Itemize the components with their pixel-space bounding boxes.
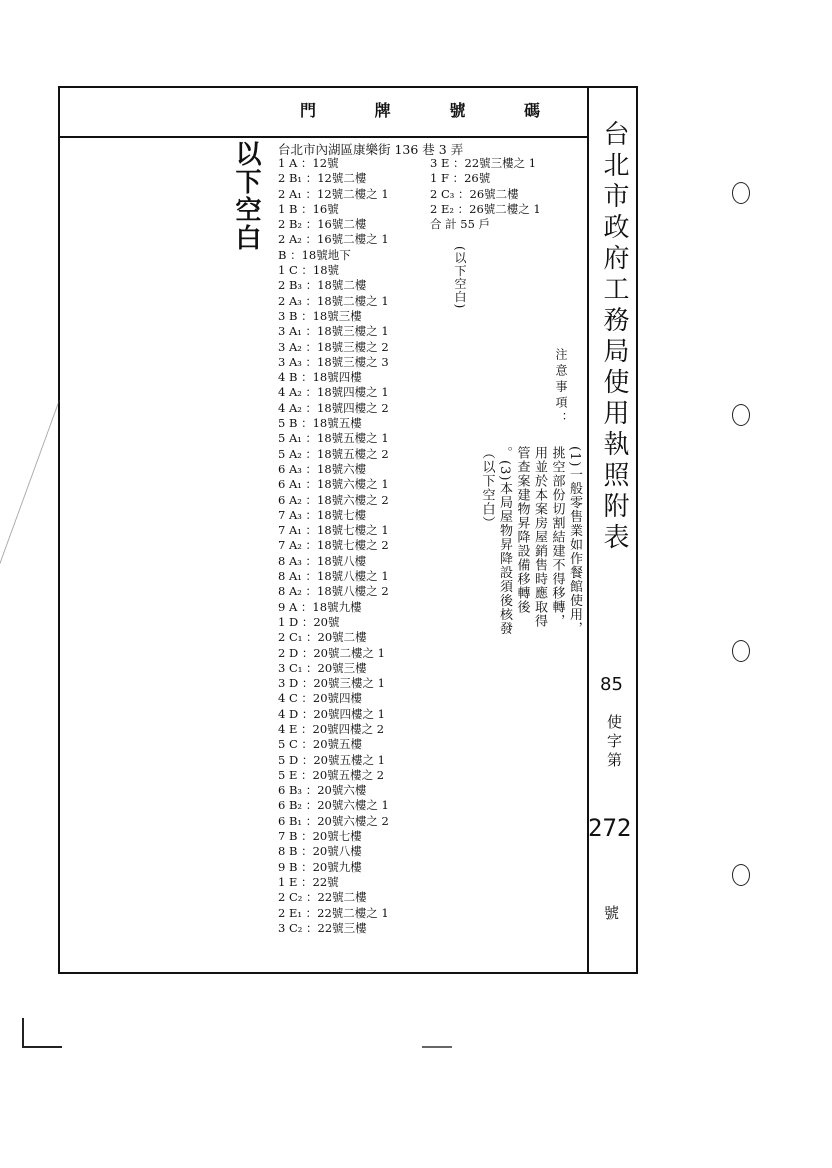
unit-row: 4 B ：18號四樓 [278,370,362,385]
unit-row: 5 D ：20號五樓之 1 [278,752,385,767]
unit-row: 5 B ：18號五樓 [278,416,362,431]
unit-row: 1 F ：26號 [430,171,491,186]
unit-row: 合 計 55 戶 [430,217,491,232]
unit-row: 2 B₂ ：16號二樓 [278,217,367,232]
column-2-blank-mark: (以下空白) [453,246,467,310]
notes-title: 注意事項： [554,348,568,428]
unit-row: 8 B ：20號八樓 [278,844,362,859]
unit-row: 2 A₁ ：12號二樓之 1 [278,186,389,201]
license-type: 使字第 [605,714,623,771]
license-number: 272 [588,814,632,842]
license-suffix: 號 [604,904,620,922]
unit-row: 1 D ：20號 [278,614,340,629]
punch-hole [732,404,750,426]
unit-row: 5 C ：20號五樓 [278,737,363,752]
scan-edge [22,1046,792,1048]
unit-row: 3 B ：18號三樓 [278,308,362,323]
handwritten-note: 以下空白 [231,140,261,252]
unit-row: 6 A₃ ：18號六樓 [278,461,367,476]
note-item [0,0,1,1]
unit-row: 3 D ：20號三樓之 1 [278,676,385,691]
note-line: 用並於本案房屋銷售時應取得 [532,446,547,628]
address-line: 台北市內湖區康樂街 136 巷 3 弄 [278,142,464,157]
unit-row: 5 A₂ ：18號五樓之 2 [278,446,389,461]
header-divider [58,136,588,138]
unit-row: 7 A₁ ：18號七樓之 1 [278,523,389,538]
unit-row: 6 B₃ ：20號六樓 [278,783,367,798]
unit-row: 6 B₁ ：20號六樓之 2 [278,813,389,828]
license-year: 85 [600,674,623,695]
unit-row: 2 E₂ ：26號二樓之 1 [430,201,541,216]
notes-body [478,446,583,966]
note-line: （以下空白） [479,446,495,530]
unit-row: 2 A₃ ：18號二樓之 1 [278,293,389,308]
unit-row: 4 C ：20號四樓 [278,691,363,706]
unit-row: 8 A₃ ：18號八樓 [278,553,367,568]
unit-row: 2 E₁ ：22號二樓之 1 [278,905,389,920]
punch-hole [732,864,750,886]
unit-row: 2 A₂ ：16號二樓之 1 [278,232,389,247]
unit-row: 7 A₃ ：18號七樓 [278,507,367,522]
note-line: 挑空部份切割結建不得移轉， [549,446,565,628]
note-line: 管查案建物昇降設備移轉後 [514,446,530,614]
unit-row: B ：18號地下 [278,247,351,262]
unit-row: 6 B₂ ：20號六樓之 1 [278,798,389,813]
unit-row: 3 E ：22號三樓之 1 [430,156,537,170]
header-char: 門 [300,101,317,120]
note-line: 。(3)本局屋物昇降設須後核發 [497,446,512,636]
unit-row: 5 A₁ ：18號五樓之 1 [278,431,389,446]
header-char: 號 [449,101,466,120]
unit-row: 2 C₂ ：22號二樓 [278,890,367,905]
unit-row: 5 E ：20號五樓之 2 [278,767,385,782]
unit-list-column-2 [430,156,541,232]
unit-row: 4 A₂ ：18號四樓之 1 [278,385,389,400]
unit-row: 1 E ：22號 [278,874,339,889]
unit-row: 4 E ：20號四樓之 2 [278,721,385,736]
unit-row: 2 B₁ ：12號二樓 [278,171,367,186]
unit-row: 2 B₃ ：18號二樓 [278,278,367,293]
punch-hole [732,640,750,662]
unit-row: 7 B ：20號七樓 [278,829,362,844]
unit-row: 7 A₂ ：18號七樓之 2 [278,538,389,553]
unit-row: 6 A₂ ：18號六樓之 2 [278,492,389,507]
unit-row: 1 B ：16號 [278,201,339,216]
scan-edge [22,1018,24,1048]
unit-row: 3 A₁ ：18號三樓之 1 [278,324,389,339]
header-char: 牌 [374,101,391,120]
unit-row: 2 C₃ ：26號二樓 [430,186,519,201]
unit-row: 9 B ：20號九樓 [278,859,362,874]
unit-row: 3 A₂ ：18號三樓之 2 [278,339,389,354]
unit-row: 6 A₁ ：18號六樓之 1 [278,477,389,492]
header-char: 碼 [523,101,540,120]
unit-row: 1 A ：12號 [278,156,339,170]
table-header [300,98,540,124]
unit-row: 8 A₂ ：18號八樓之 2 [278,584,389,599]
document-title: 台北市政府工務局使用執照附表 [599,120,629,554]
unit-row: 1 C ：18號 [278,263,340,278]
unit-row: 8 A₁ ：18號八樓之 1 [278,569,389,584]
unit-row: 3 C₁ ：20號三樓 [278,660,367,675]
unit-row: 9 A ：18號九樓 [278,599,362,614]
unit-row: 3 A₃ ：18號三樓之 3 [278,354,389,369]
unit-list-column-1 [278,156,389,936]
unit-row: 4 D ：20號四樓之 1 [278,706,385,721]
unit-row: 4 A₂ ：18號四樓之 2 [278,400,389,415]
unit-row: 2 C₁ ：20號二樓 [278,630,367,645]
unit-row: 3 C₂ ：22號三樓 [278,920,367,935]
punch-hole [732,182,750,204]
note-line: (1)一般零售業如作餐館使用， [567,446,582,636]
unit-row: 2 D ：20號二樓之 1 [278,645,385,660]
